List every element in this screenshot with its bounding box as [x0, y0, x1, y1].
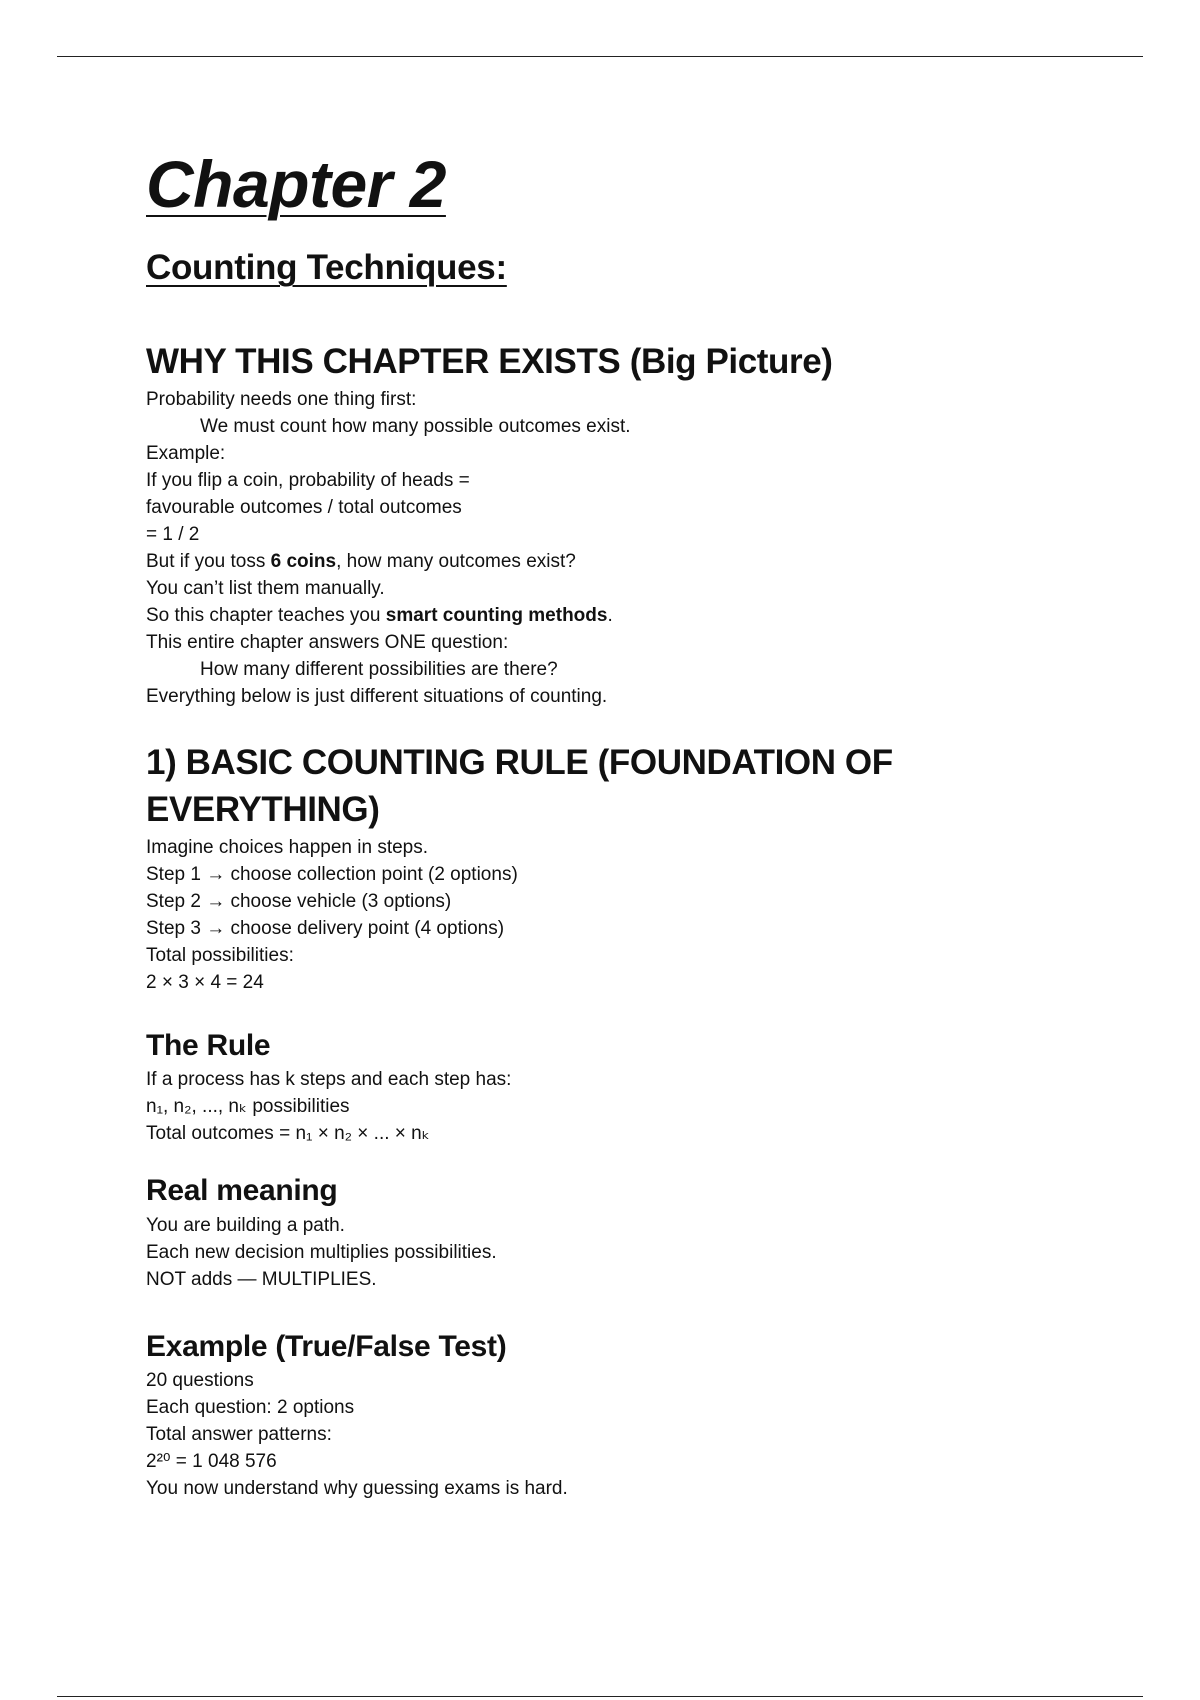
text-line: This entire chapter answers ONE question:: [146, 632, 509, 654]
text-line: Step 2 → choose vehicle (3 options): [146, 890, 452, 912]
text-run: .: [607, 605, 613, 627]
text-line: Step 1 → choose collection point (2 options): [146, 863, 518, 885]
section-heading-why: WHY THIS CHAPTER EXISTS (Big Picture): [146, 342, 833, 382]
text-line: Imagine choices happen in steps.: [146, 836, 429, 858]
heading-line: EVERYTHING): [146, 790, 380, 830]
text-line: Total answer patterns:: [146, 1424, 332, 1446]
subsection-example: [146, 1327, 1106, 1503]
chapter-subtitle: Counting Techniques:: [146, 248, 507, 288]
bottom-divider: [57, 1696, 1143, 1697]
text-line-indented: How many different possibilities are there?: [200, 659, 558, 681]
section-why: [146, 339, 1106, 710]
text-run: , how many outcomes exist?: [336, 551, 576, 573]
text-line: Each question: 2 options: [146, 1397, 355, 1419]
text-run: So this chapter teaches you: [146, 605, 386, 627]
section-basic-counting-rule: [146, 740, 1106, 996]
heading-line: 1) BASIC COUNTING RULE (FOUNDATION OF: [146, 743, 893, 783]
text-line: Example:: [146, 443, 226, 465]
text-line: You are building a path.: [146, 1214, 345, 1236]
bold-text: 6 coins: [270, 551, 337, 573]
text-line: If you flip a coin, probability of heads =: [146, 470, 470, 492]
text-line: [146, 602, 1106, 629]
text-line: 2²⁰ = 1 048 576: [146, 1451, 277, 1473]
text-line: Total outcomes = n₁ × n₂ × ... × nₖ: [146, 1123, 430, 1145]
text-line: You can’t list them manually.: [146, 578, 385, 600]
text-line: 2 × 3 × 4 = 24: [146, 971, 264, 993]
document-page: [146, 147, 1106, 1502]
text-line-indented: We must count how many possible outcomes exist.: [200, 416, 631, 438]
subsection-heading-meaning: Real meaning: [146, 1174, 338, 1208]
text-line: Probability needs one thing first:: [146, 389, 417, 411]
subsection-real-meaning: [146, 1171, 1106, 1293]
text-line: favourable outcomes / total outcomes: [146, 497, 462, 519]
subsection-the-rule: [146, 1026, 1106, 1148]
text-line: You now understand why guessing exams is hard.: [146, 1478, 568, 1500]
subsection-heading-example: Example (True/False Test): [146, 1329, 507, 1363]
chapter-title: Chapter 2: [146, 147, 446, 221]
text-line: 20 questions: [146, 1370, 254, 1392]
text-line: n₁, n₂, ..., nₖ possibilities: [146, 1096, 350, 1118]
text-line: Each new decision multiplies possibilities.: [146, 1241, 497, 1263]
top-divider: [57, 56, 1143, 57]
text-line: Step 3 → choose delivery point (4 options): [146, 917, 505, 939]
text-line: Everything below is just different situations of counting.: [146, 686, 608, 708]
text-line: If a process has k steps and each step has:: [146, 1069, 512, 1091]
bold-text: smart counting methods: [385, 605, 608, 627]
text-line: = 1 / 2: [146, 524, 200, 546]
text-line: [146, 548, 1106, 575]
section-heading-basic: [146, 740, 1106, 834]
subsection-heading-rule: The Rule: [146, 1028, 271, 1062]
text-line: Total possibilities:: [146, 944, 294, 966]
text-run: But if you toss: [146, 551, 271, 573]
text-line: NOT adds — MULTIPLIES.: [146, 1268, 377, 1290]
